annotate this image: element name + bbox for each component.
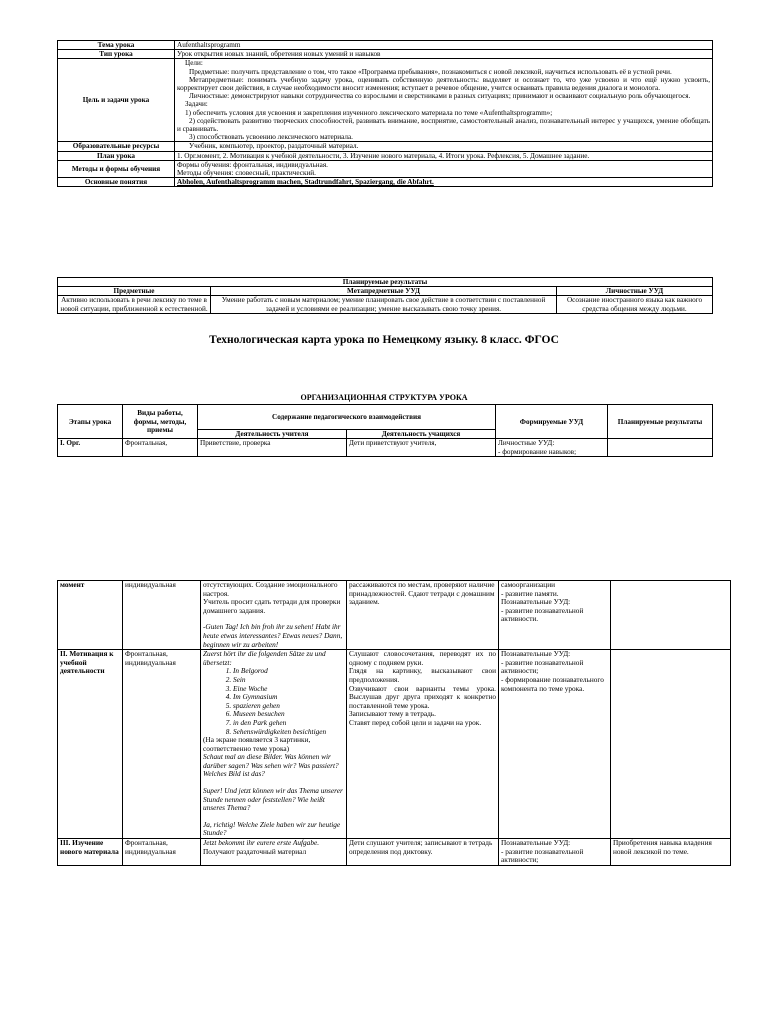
list-item: 3. Eine Woche [233,685,344,694]
stage-2-teacher-q1: Schaut mal an diese Bilder. Was können wir darüber sagen? Was sehen wir? Was passiert? Welches Bild ist das? [203,752,339,779]
results-header-row [58,278,713,287]
stage-2-student [347,650,499,839]
stage-1-cont-types: индивидуальная [123,581,201,650]
goals-label: Цель и задачи урока [58,59,175,142]
goals-row [58,59,713,142]
col-student-head: Деятельность учащихся [347,430,496,439]
col-uud-head: Формируемые УУД [496,405,608,439]
student-line: Записывают тему в тетрадь. [349,709,436,719]
uud-line: - развитие познавательной активности; [501,846,584,865]
planned-results-table [57,277,713,314]
task-1: 1) обеспечить условия для усвоения и закрепления изученного лексического материала по теме «Aufenthaltsprogramm»; [185,108,553,117]
type-row [58,50,713,59]
goals-value [175,59,713,142]
student-line: Глядя на картинку, высказывают свои предположения. [349,666,496,684]
stage-3-uud [499,839,611,866]
col-content-head: Содержание педагогического взаимодействия [198,405,496,430]
plan-row [58,151,713,160]
student-line: Озвучивают свои варианты темы урока. Выслушав друг друга приходят к конкретно поставленной теме урока. [349,683,496,710]
concepts-value: Abholen, Aufenthaltsprogramm machen, Stadtrundfahrt, Spaziergang, die Abfahrt. [175,178,713,187]
stage-1-teacher-quote: -Guten Tag! Ich bin froh ihr zu sehen! Habt ihr heute etwas interessantes? Etwas neues? Dann, beginnen wir zu arbeiten! [203,622,343,649]
resources-row [58,142,713,151]
stage-1-uud-line1: Личностные УУД: [498,439,555,448]
stage-2-results [611,650,731,839]
stage-3-student: Дети слушают учителя; записывают в тетрадь определения под диктовку. [347,839,499,866]
methods-forms: Формы обучения: фронтальная, индивидуальная. [177,160,328,169]
stage-1-uud-line2: - формирование навыков; [498,447,577,456]
topic-value: Aufenthaltsprogramm [175,41,713,50]
list-item: 1. In Belgorod [233,667,344,676]
lesson-info-table [57,40,713,187]
resources-label: Образовательные ресурсы [58,142,175,151]
uud-line: - формирование познавательного компонента по теме урока. [501,674,604,693]
org-structure-table [57,404,713,457]
stage-2-teacher [201,650,347,839]
stage-3-teacher-p: Получают раздаточный материал [203,846,307,856]
resources-value: Учебник, компьютер, проектор, раздаточный материал. [175,142,713,151]
stage-3-label: III. Изучение нового материала [58,839,123,866]
stage-1-types: Фронтальная, [123,439,198,457]
results-meta-text: Умение работать с новым материалом; умение планировать свое действие в соответствии с поставленной задачей и условиями ее реализации; умение высказывать свою точку зрения. [211,296,557,313]
stage-1-cont-uud [499,581,611,650]
results-personal-head: Личностные УУД [557,287,713,296]
student-line: Ставят перед собой цели и задачи на урок. [349,717,482,727]
stage-1-teacher-p1: отсутствующих. Создание эмоционального настроя. [203,580,338,598]
tasks-heading: Задачи: [185,100,208,109]
stage-2-teacher-q3: Ja, richtig! Welche Ziele haben wir zur heutige Stunde? [203,819,341,838]
list-item: 4. Im Gymnasium [233,693,344,702]
methods-ways: Методы обучения: словесный, практический. [177,169,316,178]
stage-1-cont-student: рассаживаются по местам, проверяют наличие принадлежностей. Сдают тетради с домашним заданием. [347,581,499,650]
col-stage-head: Этапы урока [58,405,123,439]
results-subject-text: Активно использовать в речи лексику по теме в новой ситуации, приближенной к естественной. [58,296,211,313]
document-title: Технологическая карта урока по Немецкому языку. 8 класс. ФГОС [209,334,559,346]
concepts-row [58,178,713,187]
plan-value: 1. Орг.момент, 2. Мотивация к учебной деятельности, 3. Изучение нового материала, 4. Итоги урока. Рефлексия, 5. Домашнее задание. [175,151,713,160]
uud-line: Познавательные УУД: [501,597,571,607]
task-3: 3) способствовать усвоению лексического материала. [189,133,353,142]
uud-line: Познавательные УУД: [501,649,571,659]
stage-1-results [608,439,713,457]
list-item: 8. Sehenswürdigkeiten besichtigen [233,728,344,737]
goals-subject: Предметные: получить представление о том, что такое «Программа пребывания», познакомиться с новой лексикой, научиться использовать её в устной речи. [189,67,672,76]
stage-2-types: Фронтальная, индивидуальная [123,650,201,839]
results-meta-head: Метапредметные УУД [211,287,557,296]
org-structure-continued-table [57,580,731,866]
methods-value [175,160,713,177]
stage-1-teacher-p2: Учитель просит сдать тетради для проверки домашнего задания. [203,597,341,615]
type-label: Тип урока [58,50,175,59]
results-header: Планируемые результаты [58,278,713,287]
uud-line: Познавательные УУД: [501,838,571,848]
uud-line: самоорганизации [501,580,556,589]
concepts-label: Основные понятия [58,178,175,187]
uud-line: - развитие памяти. [501,588,559,598]
list-item: 7. in den Park gehen [233,719,344,728]
stage-1-cont-teacher [201,581,347,650]
stage-2-row [58,650,731,839]
results-text-row [58,296,713,313]
list-item: 5. spazieren gehen [233,702,344,711]
stage-2-uud [499,650,611,839]
stage-1-student: Дети приветствуют учителя, [347,439,496,457]
stage-3-results: Приобретения навыка владения новой лексикой по теме. [611,839,731,866]
stage-1-cont-results [611,581,731,650]
col-teacher-head: Деятельность учителя [198,430,347,439]
stage-2-teacher-q2: Super! Und jetzt können wir das Thema unserer Stunde nennen oder feststellen? Wie heißt unseres Thema? [203,786,343,813]
stage-2-teacher-note: (На экране появляется 3 картинки, соответственно теме урока) [203,735,311,753]
stage-1-cont-row [58,581,731,650]
methods-label: Методы и формы обучения [58,160,175,177]
org-header-row [58,405,713,430]
col-results-head: Планируемые результаты [608,405,713,439]
org-first-row [58,439,713,457]
stage-2-label: II. Мотивация к учебной деятельности [58,650,123,839]
plan-label: План урока [58,151,175,160]
stage-2-teacher-intro: Zuerst hört ihr die folgenden Sätze zu und übersetzt: [203,649,326,667]
topic-row [58,41,713,50]
results-subject-head: Предметные [58,287,211,296]
stage-1-teacher: Приветствие, проверка [198,439,347,457]
stage-1-cont-label: момент [58,581,123,650]
list-item: 2. Sein [233,676,344,685]
results-personal-text: Осознание иностранного языка как важного средства общения между людьми. [557,296,713,313]
col-types-head: Виды работы, формы, методы, приемы [123,405,198,439]
stage-3-teacher-q: Jetzt bekommt ihr eurere erste Aufgabe. [203,838,320,848]
stage-3-teacher [201,839,347,866]
student-line: Слушают словосочетания, переводят их по одному с подняем руки. [349,649,496,667]
list-item: 6. Museen besuchen [233,710,344,719]
methods-row [58,160,713,177]
goals-personal: Личностные: демонстрируют навыки сотрудничества со взрослыми и сверстниками в разных ситуациях; принимают и осваивают социальную роль обучающегося. [189,92,691,101]
task-2: 2) содействовать развитию творческих способностей, развивать внимание, восприятие, самостоятельный анализ, познавательный интерес у учащихся, умение обобщать и сравнивать. [177,116,710,134]
stage-3-types: Фронтальная, индивидуальная [123,839,201,866]
phrase-list [203,667,344,736]
stage-3-row [58,839,731,866]
goals-heading: Цели: [185,59,203,68]
results-heads-row [58,287,713,296]
uud-line: - развитие познавательной активности. [501,605,584,624]
stage-1-uud [496,439,608,457]
org-structure-title: ОРГАНИЗАЦИОННАЯ СТРУКТУРА УРОКА [300,393,468,402]
uud-line: - развитие познавательной активности; [501,657,584,676]
stage-1-label: I. Орг. [58,439,123,457]
topic-label: Тема урока [58,41,175,50]
type-value: Урок открытия новых знаний, обретения новых умений и навыков [175,50,713,59]
goals-meta: Метапредметные: понимать учебную задачу урока, оценивать собственную деятельность: выделяет и осознает то, что уже усвоено и что ещё нужно усвоить, корректирует свои действия, в случае необходимости вносит изменения; вступает в речевое общение, учится осваивать правила ведения диалога и монолога. [177,75,710,93]
